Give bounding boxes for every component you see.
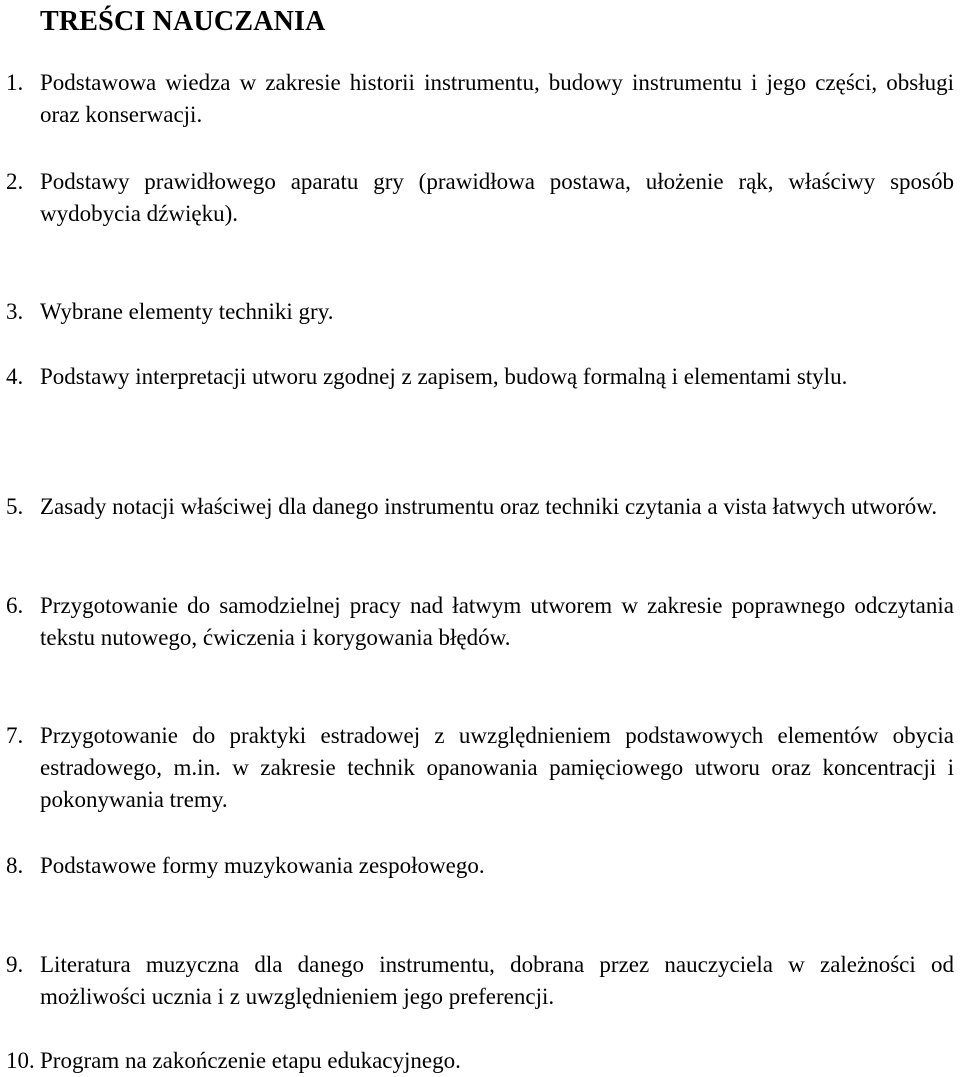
list-item-10 bbox=[6, 1045, 954, 1077]
list-item-text: Podstawowe formy muzykowania zespołowego. bbox=[40, 853, 485, 878]
list-item-number: 5. bbox=[6, 494, 24, 519]
list-item-4 bbox=[6, 361, 954, 393]
list-item-text: Przygotowanie do praktyki estradowej z uwzględnieniem podstawowych elementów obycia estradowego, m.in. w zakresie technik opanowania pamięciowego utworu oraz koncentracji i pokonywania tremy. bbox=[40, 723, 954, 812]
list-item-text: Przygotowanie do samodzielnej pracy nad łatwym utworem w zakresie poprawnego odczytania tekstu nutowego, ćwiczenia i korygowania błędów. bbox=[40, 593, 954, 650]
list-item-text: Literatura muzyczna dla danego instrumentu, dobrana przez nauczyciela w zależności od możliwości ucznia i z uwzględnieniem jego preferencji. bbox=[40, 952, 954, 1009]
list-item-text: Wybrane elementy techniki gry. bbox=[40, 299, 334, 324]
list-item-number: 1. bbox=[6, 70, 24, 95]
list-item-number: 3. bbox=[6, 299, 24, 324]
list-item-number: 4. bbox=[6, 364, 24, 389]
list-item-8 bbox=[6, 850, 954, 882]
list-item-text: Podstawy prawidłowego aparatu gry (prawidłowa postawa, ułożenie rąk, właściwy sposób wydobycia dźwięku). bbox=[40, 169, 954, 226]
list-item-2 bbox=[6, 166, 954, 230]
list-item-1 bbox=[6, 67, 954, 131]
list-item-text: Podstawowa wiedza w zakresie historii instrumentu, budowy instrumentu i jego części, obsługi oraz konserwacji. bbox=[40, 70, 954, 127]
list-item-number: 8. bbox=[6, 853, 24, 878]
list-item-number: 7. bbox=[6, 723, 24, 748]
list-item-number: 9. bbox=[6, 952, 24, 977]
list-item-9 bbox=[6, 949, 954, 1013]
page-title: TREŚCI NAUCZANIA bbox=[40, 6, 326, 37]
list-item-5 bbox=[6, 491, 954, 523]
list-item-number: 10. bbox=[6, 1048, 35, 1073]
list-item-text: Zasady notacji właściwej dla danego instrumentu oraz techniki czytania a vista łatwych utworów. bbox=[40, 494, 938, 519]
list-item-text: Podstawy interpretacji utworu zgodnej z zapisem, budową formalną i elementami stylu. bbox=[40, 364, 848, 389]
list-item-number: 2. bbox=[6, 169, 24, 194]
list-item-number: 6. bbox=[6, 593, 24, 618]
list-item-7 bbox=[6, 720, 954, 816]
list-item-6 bbox=[6, 590, 954, 654]
list-item-3 bbox=[6, 296, 954, 328]
list-item-text: Program na zakończenie etapu edukacyjnego. bbox=[40, 1048, 461, 1073]
